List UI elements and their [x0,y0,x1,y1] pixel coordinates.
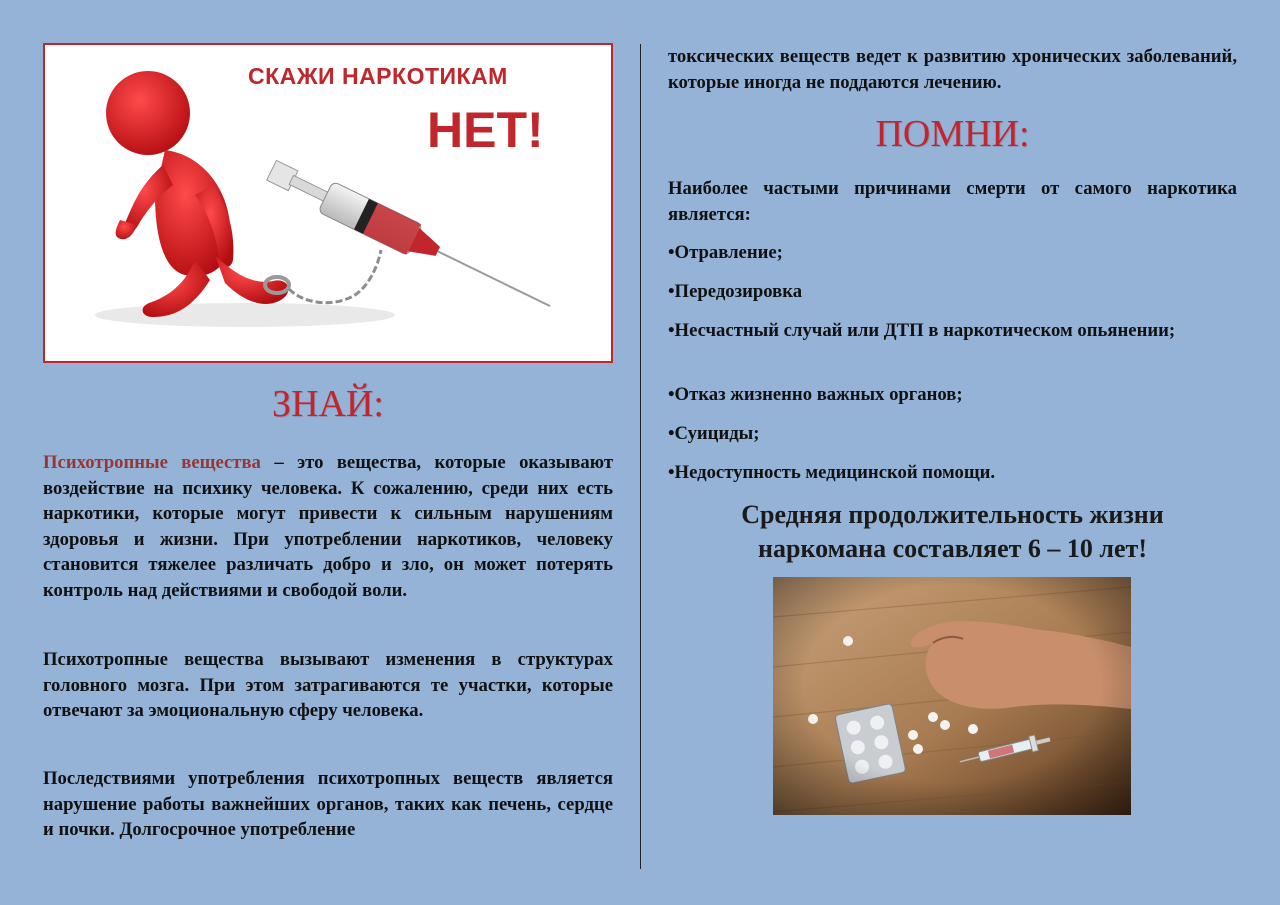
paragraph-organ-damage: Последствиями употребления психотропных веществ является нарушение работы важнейших органов, таких как печень, сердце и почки. Долгосрочное употребление [43,768,613,840]
overdose-photo [773,577,1131,815]
poster-slogan-line1: СКАЖИ НАРКОТИКАМ [248,63,508,89]
cause-item: •Передозировка [668,281,803,302]
remember-heading: ПОМНИ: [875,113,1030,155]
term-psychotropic: Психотропные вещества [43,452,261,473]
paragraph-definition-text: – это вещества, которые оказывают воздействие на психику человека. К сожалению, среди них есть наркотики, которые могут привести к сильным нарушениям здоровья и жизни. При употреблении наркотиков, человеку становится тяжелее различать добро и зло, он может потерять контроль над действиями и свободой воли. [43,452,613,601]
causes-intro: Наиболее частыми причинами смерти от самого наркотика является: [668,178,1237,225]
poster-slogan-line2: НЕТ! [427,102,544,158]
know-heading: ЗНАЙ: [272,383,384,425]
paragraph-psychotropic-definition [43,450,613,603]
hand-pills-syringe-image [773,577,1131,815]
red-figure-syringe-illustration [45,45,611,361]
cause-item: •Недоступность медицинской помощи. [668,462,996,483]
cause-item: •Отравление; [668,242,783,263]
life-expectancy-line2: наркомана составляет 6 – 10 лет! [758,534,1147,563]
paragraph-brain-effects: Психотропные вещества вызывают изменения в структурах головного мозга. При этом затрагиваются те участки, которые отвечают за эмоциональную сферу человека. [43,649,613,721]
anti-drug-poster [43,43,613,363]
cause-item: •Несчастный случай или ДТП в наркотическом опьянении; [668,320,1176,341]
life-expectancy-line1: Средняя продолжительность жизни [741,500,1164,529]
cause-item: •Суициды; [668,423,760,444]
paragraph-continued: токсических веществ ведет к развитию хронических заболеваний, которые иногда не поддаются лечению. [668,46,1237,93]
cause-item: •Отказ жизненно важных органов; [668,384,963,405]
column-divider [640,44,641,869]
